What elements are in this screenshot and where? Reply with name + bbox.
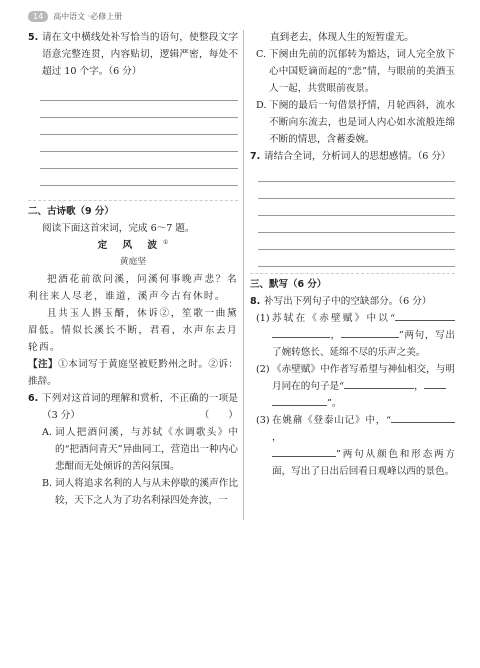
fill-blank[interactable]	[272, 395, 327, 406]
item-prefix: 在姚鼐《登泰山记》中，“	[272, 415, 391, 426]
item-number: (2)	[256, 364, 270, 375]
right-column	[250, 29, 455, 480]
note-label: 【注】	[28, 359, 59, 370]
left-column	[28, 29, 238, 509]
footnote-marker: ①	[163, 238, 169, 246]
option-c[interactable]	[250, 46, 455, 97]
answer-line[interactable]	[258, 233, 455, 250]
option-label: D.	[256, 100, 267, 111]
item-separator: ，	[272, 432, 282, 443]
fill-item-3	[250, 412, 455, 480]
answer-line[interactable]	[258, 165, 455, 182]
option-text: 词人把酒问溪，与苏轼《水调歌头》中的“把酒问青天”异曲同工，营造出一种内心悲酣而无处倾诉的苦闷氛围。	[55, 427, 238, 472]
fill-blank[interactable]	[341, 327, 399, 338]
option-a[interactable]	[28, 424, 238, 475]
item-number: (1)	[256, 313, 270, 324]
fill-blank[interactable]	[344, 378, 414, 389]
fill-item-1	[250, 310, 455, 361]
question-text: 请结合全词，分析词人的思想感情。（6 分）	[264, 151, 451, 162]
item-prefix: 《赤壁赋》中作者写希望与神仙相交，与明月同在的句子是“	[272, 364, 455, 392]
option-text: 下阕的最后一句借景抒情，月轮西斜，流水不断向东流去，也是词人内心如水流般连绵不断的情思，含蓄委婉。	[269, 100, 455, 145]
answer-line[interactable]	[40, 101, 238, 118]
answer-line[interactable]	[258, 182, 455, 199]
question-number: 6.	[28, 393, 39, 404]
poem-title	[28, 237, 238, 254]
page-header	[28, 9, 122, 23]
answer-line[interactable]	[40, 135, 238, 152]
option-label: B.	[42, 478, 53, 489]
poem-author: 黄庭坚	[119, 257, 147, 267]
question-text: 请在文中横线处补写恰当的语句，使整段文字语意完整连贯，内容贴切，逻辑严密，每处不超过 10 个字。（6 分）	[42, 32, 238, 77]
answer-line[interactable]	[40, 84, 238, 101]
poem-title-text: 定 风 波	[97, 240, 164, 251]
question-number: 8.	[250, 296, 261, 307]
item-suffix: ”。	[327, 398, 342, 409]
question-7	[250, 148, 455, 165]
answer-line[interactable]	[258, 216, 455, 233]
option-text: 词人将追求名利的人与从未停歇的溪声作比较，天下之人为了功名利禄四处奔波，一	[55, 478, 238, 506]
answer-line[interactable]	[40, 169, 238, 186]
answer-paren[interactable]: （ ）	[199, 410, 238, 421]
option-label: A.	[42, 427, 52, 438]
item-suffix: ”两句，写出了婉转悠长、延绵不尽的乐声之美。	[272, 330, 456, 358]
fill-blank[interactable]	[272, 327, 330, 338]
item-number: (3)	[256, 415, 270, 426]
section-intro: 阅读下面这首宋词，完成 6～7 题。	[42, 223, 195, 234]
option-d[interactable]	[250, 97, 455, 148]
section-title: 二、古诗歌（9 分）	[28, 200, 238, 220]
header-text: 高中语文 ·必修上册	[53, 11, 123, 21]
poem-stanza: 把酒花前欲问溪，问溪何事晚声悲？名利往来人尽老，谁道，溪声今古有休时。	[28, 274, 238, 302]
fill-blank[interactable]	[424, 378, 446, 389]
question-5	[28, 29, 238, 80]
item-separator: ，	[330, 330, 341, 341]
answer-line[interactable]	[40, 118, 238, 135]
answer-line[interactable]	[40, 152, 238, 169]
item-separator: ，	[414, 381, 424, 392]
answer-line[interactable]	[258, 199, 455, 216]
fill-blank[interactable]	[395, 310, 455, 321]
note-text: ①本词写于黄庭坚被贬黔州之时。②诉：推辞。	[28, 359, 239, 387]
fill-blank[interactable]	[391, 412, 455, 423]
page-number: 14	[28, 11, 48, 22]
item-suffix: ”两句从颜色和形态两方面，写出了日出后回看日观峰以西的景色。	[272, 449, 455, 477]
fill-blank[interactable]	[272, 446, 336, 457]
option-b[interactable]	[28, 475, 238, 509]
item-prefix: 苏轼在《赤壁赋》中以“	[272, 313, 395, 324]
option-text: 下阕由先前的沉郁转为豁达，词人完全放下心中国贬谪而起的“悲”情，与眼前的美酒玉人一起，共赏眼前夜景。	[269, 49, 455, 94]
option-b-continued: 直到老去，体现人生的短暂虚无。	[270, 32, 414, 43]
answer-line[interactable]	[258, 250, 455, 267]
section-title: 三、默写（6 分）	[250, 273, 455, 293]
question-number: 5.	[28, 32, 39, 43]
question-text	[42, 390, 238, 424]
question-number: 7.	[250, 151, 261, 162]
poem-stanza: 且共玉人斟玉醑，休诉②，笙歌一曲黛眉低。情似长溪长不断，君看，水声东去月轮西。	[28, 308, 238, 353]
question-text: 补写出下列句子中的空缺部分。（6 分）	[264, 296, 432, 307]
option-label: C.	[256, 49, 267, 60]
question-6	[28, 390, 238, 424]
fill-item-2	[250, 361, 455, 412]
poem-note	[28, 356, 238, 390]
question-stem: 下列对这首词的理解和赏析，不正确的一项是（3 分）	[42, 393, 238, 421]
question-8	[250, 293, 455, 310]
column-divider	[243, 30, 244, 520]
